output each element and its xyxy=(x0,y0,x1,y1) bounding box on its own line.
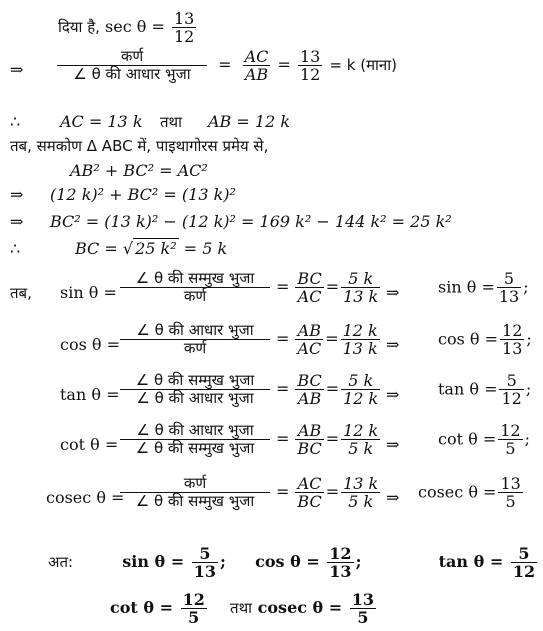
arrow: ⇒ xyxy=(386,283,400,302)
arrow: ⇒ xyxy=(10,60,24,79)
fraction: $\frac{12}{13}$ xyxy=(329,544,352,581)
sec-lhs: sec θ = xyxy=(105,17,165,36)
row-lhs: cot θ = xyxy=(60,435,119,454)
row-ratio: ∠ θ की सम्मुख भुजा ∠ θ की आधार भुजा = $\frac{BC}{AB}$ = $\frac{5 k}{12 k}$ xyxy=(118,372,382,407)
fraction: $\frac{12}{5}$ xyxy=(182,590,205,627)
fraction: $\frac{13}{5}$ xyxy=(351,590,375,627)
pythagoras-intro: तब, समकोण Δ ABC में, पाइथागोरस प्रमेय से, xyxy=(10,137,269,155)
row-lhs: cosec θ = xyxy=(46,488,125,507)
word-fraction: ∠ θ की सम्मुख भुजा ∠ θ की आधार भुजा xyxy=(120,372,270,407)
row-result: cot θ = $\frac{12}{5}$ ; xyxy=(438,421,530,458)
given-line xyxy=(58,10,198,45)
arrow: ⇒ xyxy=(386,488,400,507)
and-word: तथा xyxy=(160,113,183,131)
word-fraction: ∠ θ की सम्मुख भुजा कर्ण xyxy=(120,270,270,305)
row-ratio: ∠ θ की आधार भुजा ∠ θ की सम्मुख भुजा = $\frac{AB}{BC}$ = $\frac{12 k}{5 k}$ xyxy=(118,422,382,457)
row-lhs: cos θ = xyxy=(60,335,121,354)
fraction: $\frac{5 k}{13 k}$ xyxy=(343,269,379,306)
ac-value: AC = 13 k xyxy=(60,112,143,131)
fraction: $\frac{5}{13}$ xyxy=(498,269,520,306)
row-result: cos θ = $\frac{12}{13}$ ; xyxy=(438,321,532,358)
row-lhs: tan θ = xyxy=(60,385,120,404)
row-ratio: ∠ θ की सम्मुख भुजा कर्ण = $\frac{BC}{AC}$ = $\frac{5 k}{13 k}$ xyxy=(118,270,382,305)
row-result: sin θ = $\frac{5}{13}$ ; xyxy=(438,269,529,306)
fraction: $\frac{5}{12}$ xyxy=(512,544,536,581)
fraction: $\frac{5 k}{12 k}$ xyxy=(343,371,379,408)
fraction: $\frac{AB}{AC}$ xyxy=(297,321,322,358)
fraction: $\frac{12 k}{5 k}$ xyxy=(343,421,379,458)
therefore-sym: ∴ xyxy=(10,239,21,258)
fraction: $\frac{BC}{AB}$ xyxy=(297,371,322,408)
fraction: $\frac{12}{13}$ xyxy=(502,321,523,358)
word-fraction: कर्ण ∠ θ की आधार भुजा xyxy=(57,48,207,83)
fraction: $\frac{13}{5}$ xyxy=(500,474,521,511)
row-ratio: ∠ θ की आधार भुजा कर्ण = $\frac{AB}{AC}$ = $\frac{12 k}{13 k}$ xyxy=(118,322,382,357)
fraction: $\frac{13}{12}$ xyxy=(299,47,321,84)
row-result: tan θ = $\frac{5}{12}$ ; xyxy=(438,371,532,408)
assumed: = k (माना) xyxy=(329,56,397,74)
arrow: ⇒ xyxy=(386,435,400,454)
fraction: $\frac{12}{5}$ xyxy=(500,421,521,458)
arrow: ⇒ xyxy=(386,335,400,354)
given-label: दिया है, xyxy=(58,18,100,36)
word-fraction: कर्ण ∠ θ की सम्मुख भुजा xyxy=(120,475,270,510)
fraction: $\frac{13}{12}$ xyxy=(173,9,195,46)
fraction: $\frac{BC}{AC}$ xyxy=(297,269,322,306)
radicand: 25 k² xyxy=(135,239,177,258)
bc-square-eq: BC² = (13 k)² − (12 k)² = 169 k² − 144 k² = 25 k² xyxy=(50,212,452,231)
fraction: $\frac{AB}{BC}$ xyxy=(297,421,322,458)
row-lhs: sin θ = xyxy=(60,283,117,302)
step-eq: (12 k)² + BC² = (13 k)² xyxy=(50,185,236,204)
arrow: ⇒ xyxy=(10,185,24,204)
fraction: $\frac{AC}{BC}$ xyxy=(297,474,322,511)
ratio-line: कर्ण ∠ θ की आधार भुजा = $\frac{AC}{AB}$ = $\frac{13}{12}$ = k (माना) xyxy=(55,48,397,83)
ab-value: AB = 12 k xyxy=(208,112,291,131)
arrow: ⇒ xyxy=(10,212,24,231)
row-result: cosec θ = $\frac{13}{5}$ xyxy=(418,474,521,511)
result-line-2: cot θ = $\frac{12}{5}$ तथा cosec θ = $\frac{13}{5}$ xyxy=(110,590,375,627)
fraction: $\frac{AC}{AB}$ xyxy=(244,47,269,84)
fraction: $\frac{13 k}{5 k}$ xyxy=(343,474,379,511)
fraction: $\frac{5}{13}$ xyxy=(193,544,217,581)
pythagoras-eq: AB² + BC² = AC² xyxy=(70,161,208,180)
sqrt-sign: √ xyxy=(122,239,134,258)
word-fraction: ∠ θ की आधार भुजा कर्ण xyxy=(120,322,270,357)
result-line-1: अत: sin θ = $\frac{5}{13}$ ; cos θ = $\frac{12}{13}$ ; tan θ = $\frac{5}{12}$ xyxy=(48,544,536,581)
therefore-sym: ∴ xyxy=(10,112,21,131)
word-fraction: ∠ θ की आधार भुजा ∠ θ की सम्मुख भुजा xyxy=(120,422,270,457)
fraction: $\frac{5}{12}$ xyxy=(501,371,522,408)
row-ratio: कर्ण ∠ θ की सम्मुख भुजा = $\frac{AC}{BC}$ = $\frac{13 k}{5 k}$ xyxy=(118,475,382,510)
arrow: ⇒ xyxy=(386,385,400,404)
bc-value: BC = √ 25 k² = 5 k xyxy=(75,239,228,258)
fraction: $\frac{12 k}{13 k}$ xyxy=(342,321,378,358)
row-prefix: तब, xyxy=(10,284,32,302)
